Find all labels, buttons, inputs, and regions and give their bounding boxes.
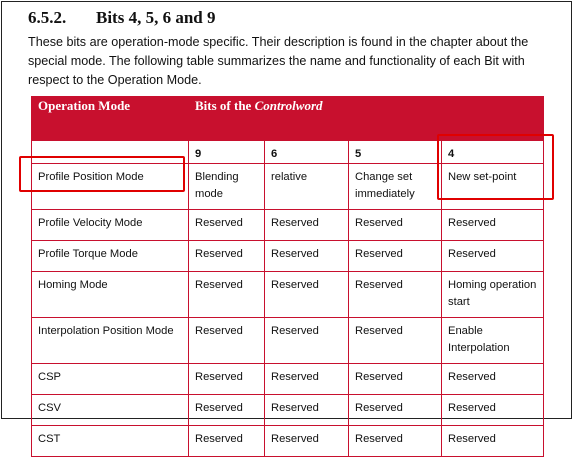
- section-heading: [28, 8, 216, 28]
- bit-cell: Reserved: [442, 426, 544, 457]
- header-bits-prefix: Bits of the: [195, 98, 255, 113]
- bit-number: 6: [265, 141, 349, 164]
- table-row: [32, 364, 544, 395]
- bit-cell: Reserved: [189, 241, 265, 272]
- bit-cell: Reserved: [349, 395, 442, 426]
- mode-cell: Profile Position Mode: [32, 164, 189, 210]
- header-operation-mode: Operation Mode: [32, 97, 189, 141]
- mode-cell: Profile Velocity Mode: [32, 210, 189, 241]
- section-number: 6.5.2.: [28, 8, 67, 27]
- bit-cell: Reserved: [265, 210, 349, 241]
- bit-number: 9: [189, 141, 265, 164]
- bit-cell: Reserved: [189, 364, 265, 395]
- bit-cell: Change set immediately: [349, 164, 442, 210]
- bit-number: 4: [442, 141, 544, 164]
- mode-cell: CSV: [32, 395, 189, 426]
- section-title: Bits 4, 5, 6 and 9: [96, 8, 216, 27]
- mode-cell: Profile Torque Mode: [32, 241, 189, 272]
- bit-cell: Reserved: [442, 364, 544, 395]
- table-row: [32, 210, 544, 241]
- bit-cell: Reserved: [349, 241, 442, 272]
- highlight-box-profile-position: [19, 156, 185, 192]
- bit-cell: Reserved: [265, 272, 349, 318]
- bit-cell: Reserved: [349, 364, 442, 395]
- table-row: [32, 241, 544, 272]
- table-row: [32, 272, 544, 318]
- bit-cell: Reserved: [189, 395, 265, 426]
- bit-cell: Reserved: [265, 241, 349, 272]
- mode-cell: Interpolation Position Mode: [32, 318, 189, 364]
- bit-cell: Reserved: [349, 272, 442, 318]
- bit-cell: Reserved: [349, 426, 442, 457]
- bit-cell: Reserved: [265, 364, 349, 395]
- bit-cell: Reserved: [349, 318, 442, 364]
- bit-cell: Reserved: [265, 318, 349, 364]
- bit-cell: Reserved: [265, 395, 349, 426]
- table-row: [32, 426, 544, 457]
- bit-cell: Reserved: [189, 318, 265, 364]
- bit-cell: Enable Interpolation: [442, 318, 544, 364]
- bit-cell: Homing operation start: [442, 272, 544, 318]
- mode-cell: CST: [32, 426, 189, 457]
- bit-cell: Reserved: [442, 395, 544, 426]
- bit-cell: Reserved: [189, 210, 265, 241]
- table-row: [32, 318, 544, 364]
- mode-cell: Homing Mode: [32, 272, 189, 318]
- intro-paragraph: These bits are operation-mode specific. Their description is found in the chapter about the special mode. The following table summarizes the name and functionality of each Bit with respect to the Operation Mode.: [28, 35, 529, 87]
- highlight-box-bit-4: [437, 134, 554, 200]
- bit-cell: Blending mode: [189, 164, 265, 210]
- table-row: [32, 395, 544, 426]
- bit-cell: Reserved: [349, 210, 442, 241]
- bit-cell: relative: [265, 164, 349, 210]
- bit-cell: Reserved: [265, 426, 349, 457]
- bit-number: 5: [349, 141, 442, 164]
- header-bits-controlword: Controlword: [254, 98, 323, 113]
- mode-cell: CSP: [32, 364, 189, 395]
- bit-cell: Reserved: [442, 241, 544, 272]
- bit-cell: Reserved: [442, 210, 544, 241]
- bit-cell: Reserved: [189, 272, 265, 318]
- bit-cell: New set-point: [442, 164, 544, 210]
- bit-cell: Reserved: [189, 426, 265, 457]
